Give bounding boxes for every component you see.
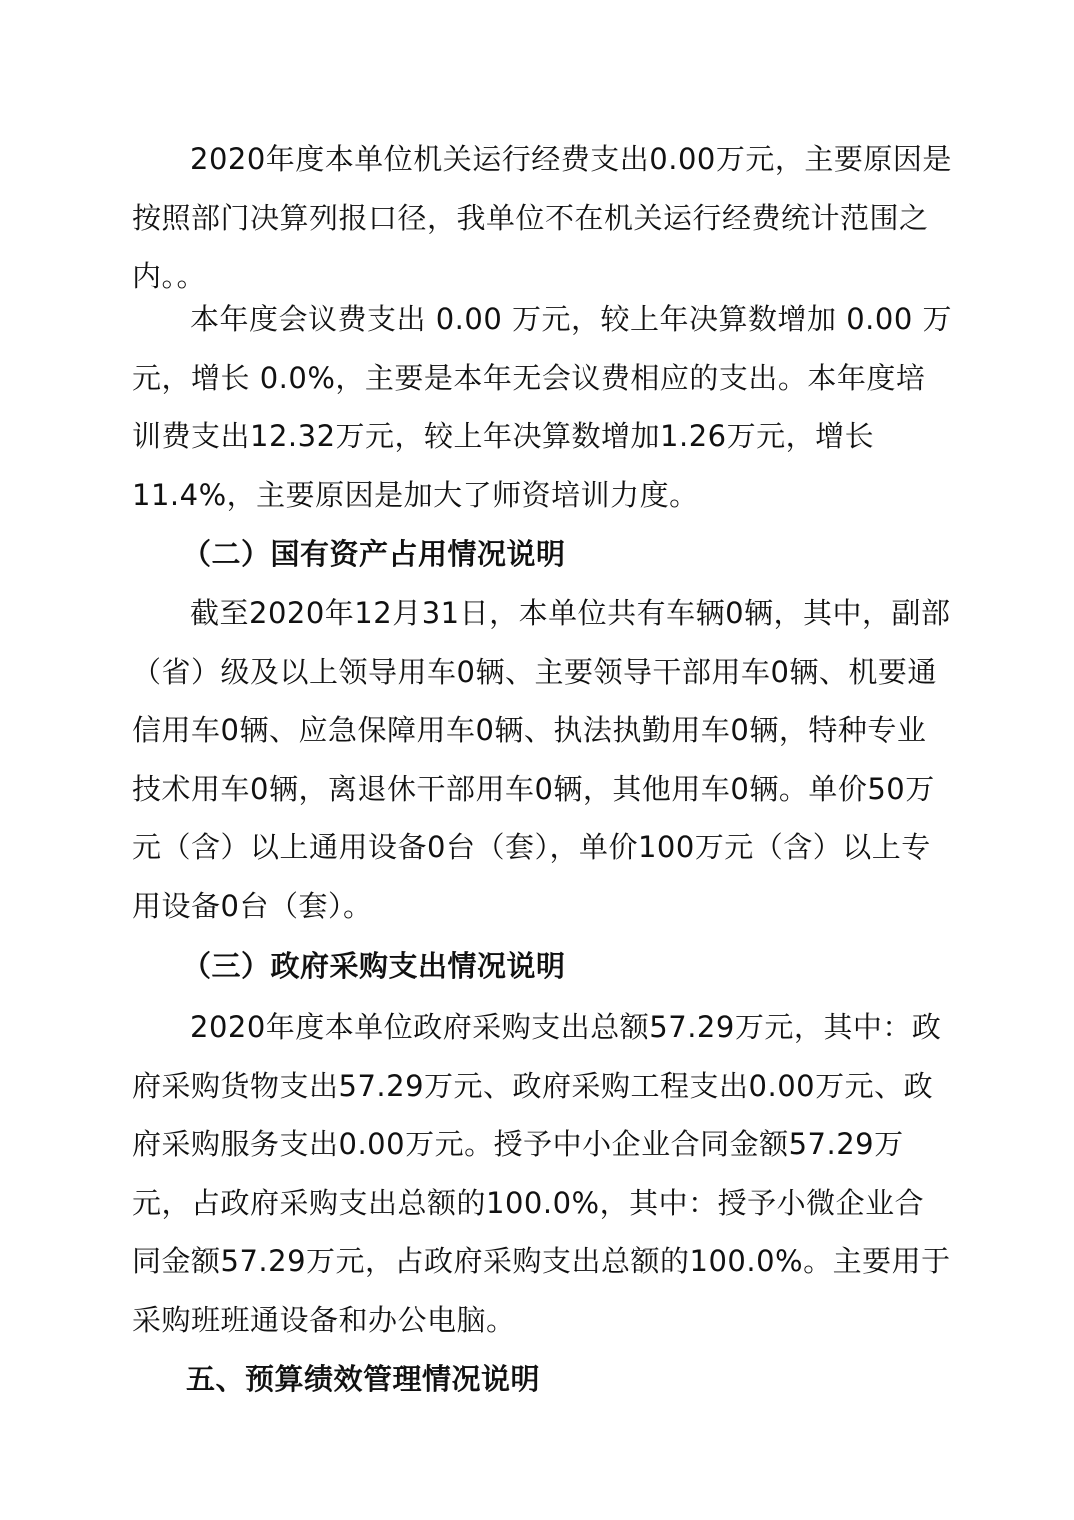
paragraph-state-assets: 截至2020年12月31日，本单位共有车辆0辆，其中，副部（省）级及以上领导用车0辆、主要领导干部用车0辆、机要通信用车0辆、应急保障用车0辆、执法执勤用车0辆，特种专业技术用车0辆，离退休干部用车0辆，其他用车0辆。单价50万元（含）以上通用设备0台（套），单价100万元（含）以上专用设备0台（套）。 bbox=[132, 596, 951, 923]
heading-budget-performance: 五、预算绩效管理情况说明 bbox=[186, 1362, 541, 1396]
heading-state-assets: （二）国有资产占用情况说明 bbox=[182, 537, 566, 571]
paragraph-government-procurement: 2020年度本单位政府采购支出总额57.29万元，其中：政府采购货物支出57.29万元、政府采购工程支出0.00万元、政府采购服务支出0.00万元。授予中小企业合同金额57.29万元，占政府采购支出总额的100.0%，其中：授予小微企业合同金额57.29万元，占政府采购支出总额的100.0%。主要用于采购班班通设备和办公电脑。 bbox=[132, 1010, 951, 1337]
paragraph-operating-expenses: 2020年度本单位机关运行经费支出0.00万元，主要原因是按照部门决算列报口径，我单位不在机关运行经费统计范围之内。。 bbox=[132, 142, 952, 293]
paragraph-meeting-training-expenses: 本年度会议费支出 0.00 万元，较上年决算数增加 0.00 万元，增长 0.0%，主要是本年无会议费相应的支出。本年度培训费支出12.32万元，较上年决算数增加1.26万元，增长11.4%，主要原因是加大了师资培训力度。 bbox=[132, 302, 953, 512]
heading-government-procurement: （三）政府采购支出情况说明 bbox=[182, 949, 566, 983]
